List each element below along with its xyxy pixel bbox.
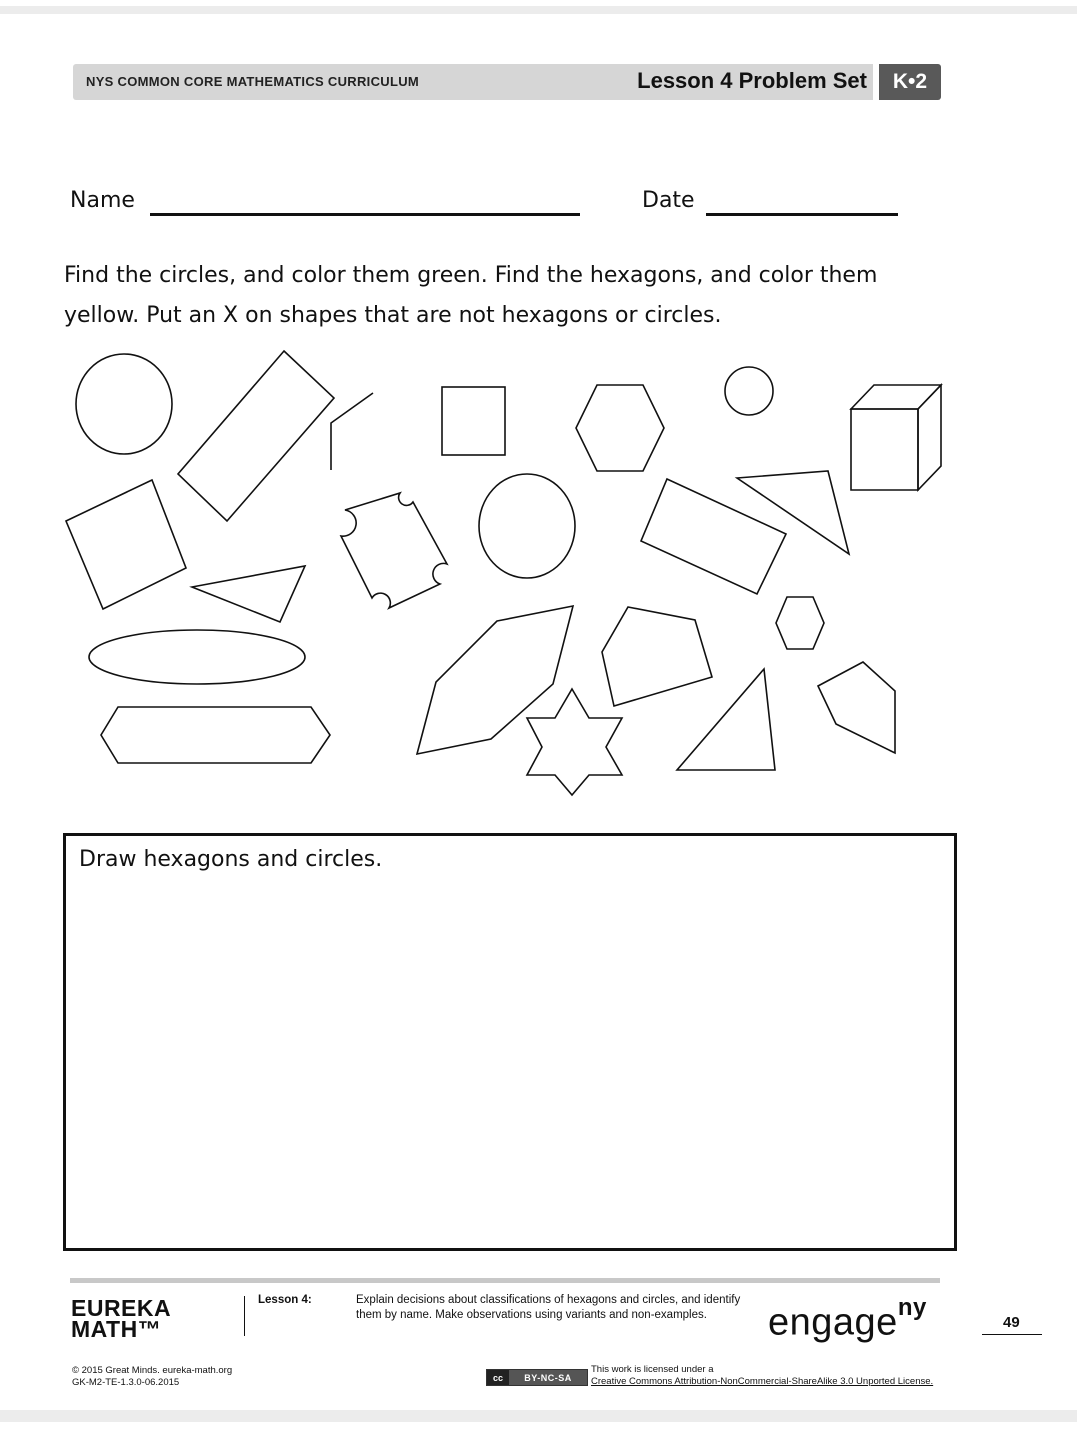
eureka-math-logo: EUREKA MATH™ (71, 1295, 172, 1342)
engageny-logo: engage$^{ny}$ (768, 1294, 927, 1344)
lesson-title: Lesson 4 Problem Set (637, 68, 867, 93)
cc-badge-text: BY-NC-SA (509, 1370, 587, 1385)
shape-cube[interactable] (851, 385, 941, 490)
shape-triangle-right[interactable] (737, 471, 849, 554)
footer-separator (244, 1296, 245, 1336)
shapes-worksheet (0, 330, 1077, 810)
shape-long-rectangle[interactable] (178, 351, 334, 521)
shape-chevron[interactable] (818, 662, 895, 753)
page-bottom-edge (0, 1410, 1077, 1422)
shape-hexagon-small[interactable] (776, 597, 824, 649)
instructions (64, 256, 964, 336)
page-number: 49 (1003, 1314, 1020, 1331)
page-number-rule (982, 1334, 1042, 1335)
shape-triangle-thin[interactable] (192, 566, 305, 622)
shape-hexagon-1[interactable] (576, 385, 664, 471)
cc-license-badge[interactable] (486, 1369, 588, 1386)
name-label: Name (70, 188, 135, 213)
shape-long-hexagon-tilted[interactable] (417, 606, 573, 754)
name-field[interactable] (150, 213, 580, 216)
footer-lesson-label: Lesson 4: (258, 1294, 312, 1306)
grade-badge: K•2 (879, 64, 941, 100)
shape-pentagon[interactable] (602, 607, 712, 706)
footer-rule (70, 1278, 940, 1283)
copyright: © 2015 Great Minds. eureka-math.org GK-M2-TE-1.3.0-06.2015 (72, 1365, 233, 1388)
cc-icon: cc (487, 1370, 509, 1385)
footer-lesson-description: Explain decisions about classifications of hexagons and circles, and identify them by name. Make observations using variants and non-examples. (356, 1294, 741, 1321)
page-top-edge (0, 6, 1077, 14)
shape-ellipse[interactable] (89, 630, 305, 684)
shape-long-hexagon[interactable] (101, 707, 330, 763)
date-field[interactable] (706, 213, 898, 216)
shape-open-lines[interactable] (331, 393, 373, 470)
date-label: Date (642, 188, 695, 213)
draw-prompt: Draw hexagons and circles. (79, 847, 383, 872)
shape-star[interactable] (527, 689, 622, 795)
shape-notched-octagon[interactable] (341, 493, 447, 608)
instructions-line-2: yellow. Put an X on shapes that are not hexagons or circles. (64, 303, 722, 328)
shape-circle-large[interactable] (76, 354, 172, 454)
shape-square[interactable] (442, 387, 505, 455)
shape-triangle-tall[interactable] (677, 669, 775, 770)
license-text: This work is licensed under a Creative Commons Attribution-NonCommercial-ShareAlike 3.0 Unported License. (591, 1364, 934, 1387)
curriculum-title: NYS COMMON CORE MATHEMATICS CURRICULUM (86, 74, 420, 89)
draw-area[interactable] (63, 833, 957, 1251)
shape-tilted-square[interactable] (66, 480, 186, 609)
shape-circle-medium[interactable] (479, 474, 575, 578)
license-link[interactable]: Creative Commons Attribution-NonCommercial-ShareAlike 3.0 Unported License. (591, 1376, 934, 1387)
shape-circle-small[interactable] (725, 367, 773, 415)
instructions-line-1: Find the circles, and color them green. Find the hexagons, and color them (64, 263, 878, 288)
